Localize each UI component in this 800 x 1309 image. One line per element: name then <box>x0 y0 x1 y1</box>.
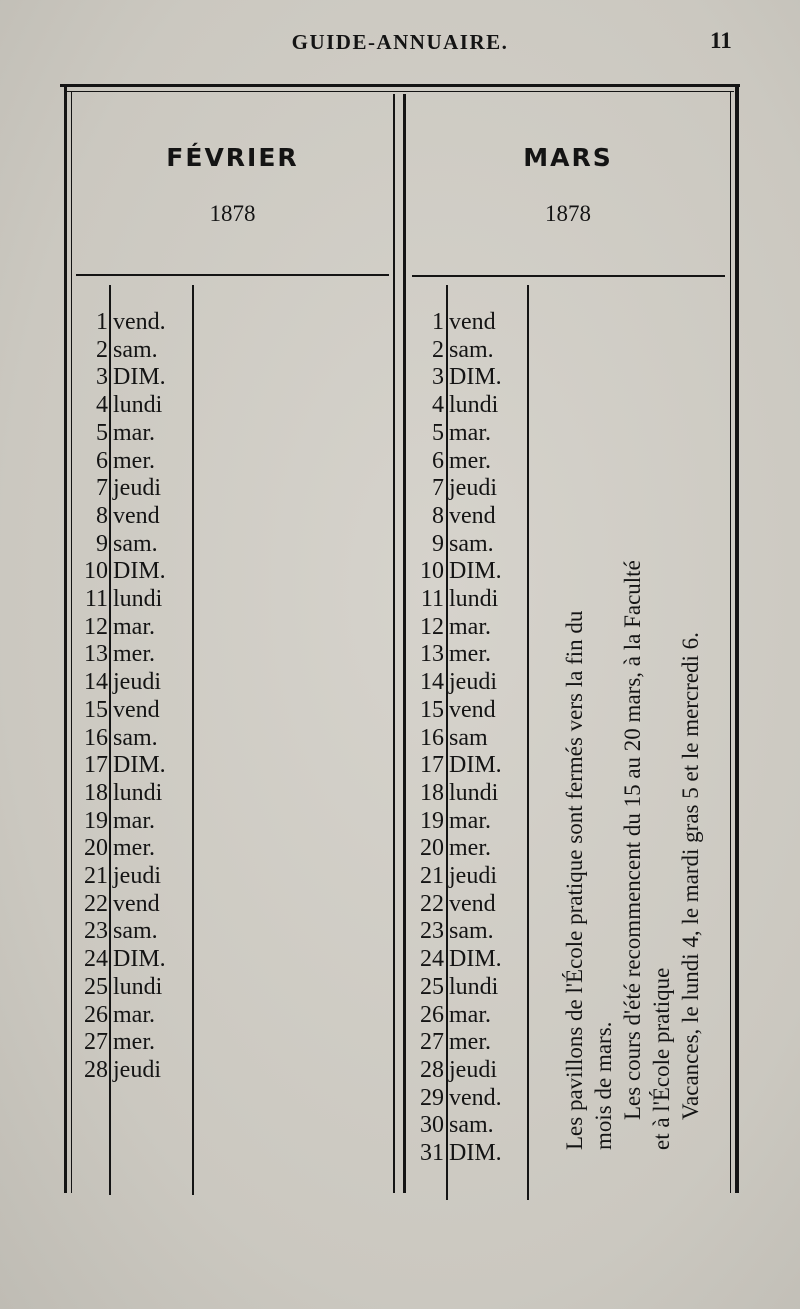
march-notes <box>560 290 720 1150</box>
day-name: vend <box>449 309 496 335</box>
day-row <box>70 558 192 585</box>
day-name: vend <box>449 890 496 917</box>
frame-top-rule <box>60 84 740 87</box>
day-number: 18 <box>420 779 444 806</box>
day-name: jeudi <box>113 669 161 696</box>
day-row <box>70 974 192 1001</box>
day-number: 16 <box>84 724 108 751</box>
frame-top-rule-inner <box>66 91 734 92</box>
day-row <box>70 503 192 530</box>
day-row <box>405 1002 527 1029</box>
day-row <box>405 863 527 890</box>
day-row <box>405 448 527 475</box>
day-number: 2 <box>96 336 108 363</box>
day-number: 27 <box>420 1029 444 1056</box>
note-line-2: mois de mars. <box>591 1021 616 1150</box>
day-row <box>70 1057 192 1084</box>
day-name: lundi <box>113 392 163 419</box>
day-name: mar. <box>449 419 491 446</box>
day-name: mar. <box>113 613 155 640</box>
day-name: vend <box>449 696 496 723</box>
day-number: 26 <box>420 1001 444 1028</box>
day-name: sam. <box>113 336 158 363</box>
day-number: 25 <box>84 973 108 1000</box>
day-number: 24 <box>84 946 108 973</box>
day-row <box>405 309 527 336</box>
day-row <box>405 392 527 419</box>
day-name: vend <box>113 502 160 529</box>
february-title: FÉVRIER <box>166 143 299 172</box>
day-name: sam. <box>113 724 158 751</box>
day-name: vend <box>113 890 160 917</box>
day-number: 1 <box>96 309 108 335</box>
day-number: 5 <box>432 419 444 446</box>
day-row <box>405 531 527 558</box>
day-name: vend <box>113 696 160 723</box>
day-number: 7 <box>96 475 108 502</box>
february-header-rule <box>76 274 389 276</box>
march-notes-rule <box>527 285 529 1200</box>
day-row <box>70 614 192 641</box>
day-number: 22 <box>84 890 108 917</box>
day-name: mar. <box>449 1001 491 1028</box>
day-name: jeudi <box>113 475 161 502</box>
day-name: mer. <box>113 641 155 668</box>
day-name: sam <box>449 724 488 751</box>
note-line-3: Les cours d'été recommencent du 15 au 20 mars, à la Faculté <box>620 560 645 1120</box>
day-row <box>405 586 527 613</box>
day-name: mar. <box>113 1001 155 1028</box>
day-number: 9 <box>432 530 444 557</box>
day-row <box>405 475 527 502</box>
day-name: jeudi <box>449 1056 497 1083</box>
day-name: mer. <box>449 447 491 474</box>
day-number: 14 <box>84 669 108 696</box>
day-row <box>405 641 527 668</box>
day-number: 8 <box>432 502 444 529</box>
day-row <box>70 1029 192 1056</box>
day-name: lundi <box>449 586 499 612</box>
day-row <box>405 558 527 585</box>
note-line-5: Vacances, le lundi 4, le mardi gras 5 et le mercredi 6. <box>678 632 703 1120</box>
day-row <box>405 337 527 364</box>
day-name: mer. <box>449 835 491 862</box>
day-number: 5 <box>96 419 108 446</box>
day-row <box>405 1085 527 1112</box>
day-row <box>405 503 527 530</box>
day-number: 28 <box>420 1056 444 1083</box>
day-name: jeudi <box>449 475 497 502</box>
day-name: vend. <box>449 1084 502 1111</box>
day-row <box>405 1057 527 1084</box>
day-number: 11 <box>420 586 444 612</box>
day-name: DIM. <box>113 752 166 779</box>
day-number: 15 <box>84 696 108 723</box>
day-number: 20 <box>420 835 444 862</box>
day-number: 1 <box>432 309 444 335</box>
day-name: lundi <box>449 392 499 419</box>
day-number: 28 <box>84 1056 108 1083</box>
day-number: 20 <box>84 835 108 862</box>
day-number: 13 <box>84 641 108 668</box>
day-number: 31 <box>420 1140 444 1166</box>
day-number: 8 <box>96 502 108 529</box>
day-row <box>70 835 192 862</box>
day-number: 30 <box>420 1112 444 1139</box>
day-number: 25 <box>420 973 444 1000</box>
day-row <box>70 364 192 391</box>
day-name: sam. <box>449 336 494 363</box>
day-row <box>70 392 192 419</box>
day-row <box>405 918 527 945</box>
day-number: 27 <box>84 1029 108 1056</box>
day-number: 23 <box>420 918 444 945</box>
day-name: sam. <box>449 530 494 557</box>
day-name: lundi <box>113 973 163 1000</box>
day-name: DIM. <box>449 946 502 973</box>
day-number: 26 <box>84 1001 108 1028</box>
day-number: 17 <box>84 752 108 779</box>
day-row <box>405 697 527 724</box>
day-number: 21 <box>84 863 108 889</box>
day-row <box>405 946 527 973</box>
day-row <box>405 808 527 835</box>
frame-left-rule <box>64 86 67 1193</box>
day-name: mer. <box>113 447 155 474</box>
day-name: mar. <box>113 419 155 446</box>
day-row <box>70 918 192 945</box>
day-row <box>405 725 527 752</box>
day-name: DIM. <box>113 364 166 391</box>
day-row <box>405 364 527 391</box>
day-number: 24 <box>420 946 444 973</box>
day-row <box>70 586 192 613</box>
day-number: 17 <box>420 752 444 779</box>
day-row <box>405 891 527 918</box>
day-number: 21 <box>420 863 444 889</box>
day-number: 12 <box>420 613 444 640</box>
day-row <box>405 1140 527 1167</box>
march-header-rule <box>412 275 725 277</box>
day-number: 10 <box>84 558 108 585</box>
day-name: mer. <box>113 1029 155 1056</box>
day-number: 13 <box>420 641 444 668</box>
march-title: MARS <box>523 143 613 172</box>
day-number: 16 <box>420 724 444 751</box>
day-name: vend <box>449 502 496 529</box>
day-number: 14 <box>420 669 444 696</box>
day-number: 10 <box>420 558 444 585</box>
day-number: 12 <box>84 613 108 640</box>
february-notes-rule <box>192 285 194 1195</box>
day-row <box>70 1002 192 1029</box>
day-number: 11 <box>84 586 108 612</box>
day-number: 7 <box>432 475 444 502</box>
day-row <box>405 974 527 1001</box>
day-name: lundi <box>113 779 163 806</box>
day-row <box>405 1112 527 1139</box>
day-row <box>70 448 192 475</box>
day-row <box>405 614 527 641</box>
day-name: mer. <box>113 835 155 862</box>
day-row <box>70 891 192 918</box>
day-name: mer. <box>449 1029 491 1056</box>
day-number: 3 <box>432 364 444 391</box>
day-number: 22 <box>420 890 444 917</box>
day-name: DIM. <box>449 752 502 779</box>
day-name: sam. <box>449 1112 494 1139</box>
day-number: 3 <box>96 364 108 391</box>
day-name: mar. <box>449 807 491 834</box>
day-name: mar. <box>113 807 155 834</box>
frame-right-rule <box>735 86 739 1193</box>
day-row <box>70 780 192 807</box>
day-name: jeudi <box>113 863 161 889</box>
day-number: 18 <box>84 779 108 806</box>
day-row <box>70 725 192 752</box>
day-row <box>70 669 192 696</box>
note-line-4: et à l'École pratique <box>649 967 674 1150</box>
day-name: vend. <box>113 309 166 335</box>
february-year: 1878 <box>209 201 256 226</box>
day-row <box>70 946 192 973</box>
page-number: 11 <box>710 28 732 53</box>
day-row <box>405 669 527 696</box>
note-line-1: Les pavillons de l'École pratique sont fermés vers la fin du <box>562 610 587 1150</box>
day-name: jeudi <box>113 1056 161 1083</box>
day-number: 29 <box>420 1084 444 1111</box>
day-row <box>70 309 192 336</box>
day-name: sam. <box>113 918 158 945</box>
day-row <box>70 808 192 835</box>
day-number: 6 <box>432 447 444 474</box>
day-name: DIM. <box>449 1140 502 1166</box>
day-number: 23 <box>84 918 108 945</box>
day-name: lundi <box>449 973 499 1000</box>
day-name: DIM. <box>113 558 166 585</box>
day-name: DIM. <box>449 558 502 585</box>
day-row <box>70 475 192 502</box>
day-name: mer. <box>449 641 491 668</box>
day-row <box>405 1029 527 1056</box>
running-header: GUIDE-ANNUAIRE. <box>291 30 509 54</box>
day-number: 9 <box>96 530 108 557</box>
day-name: DIM. <box>113 946 166 973</box>
day-number: 15 <box>420 696 444 723</box>
day-row <box>405 420 527 447</box>
day-row <box>70 697 192 724</box>
day-row <box>70 420 192 447</box>
day-number: 4 <box>432 392 444 419</box>
day-number: 2 <box>432 336 444 363</box>
day-row <box>405 752 527 779</box>
frame-right-rule-inner <box>730 92 731 1193</box>
march-year: 1878 <box>545 201 591 226</box>
day-row <box>70 641 192 668</box>
day-name: jeudi <box>449 669 497 696</box>
day-name: DIM. <box>449 364 502 391</box>
day-name: sam. <box>113 530 158 557</box>
day-number: 19 <box>84 807 108 834</box>
day-number: 19 <box>420 807 444 834</box>
day-row <box>70 863 192 890</box>
day-row <box>70 752 192 779</box>
day-name: lundi <box>113 586 163 612</box>
day-name: sam. <box>449 918 494 945</box>
day-number: 4 <box>96 392 108 419</box>
day-name: lundi <box>449 779 499 806</box>
day-name: jeudi <box>449 863 497 889</box>
frame-center-rule-left <box>393 94 395 1193</box>
day-number: 6 <box>96 447 108 474</box>
day-row <box>405 835 527 862</box>
day-row <box>70 337 192 364</box>
day-name: mar. <box>449 613 491 640</box>
day-row <box>70 531 192 558</box>
day-row <box>405 780 527 807</box>
